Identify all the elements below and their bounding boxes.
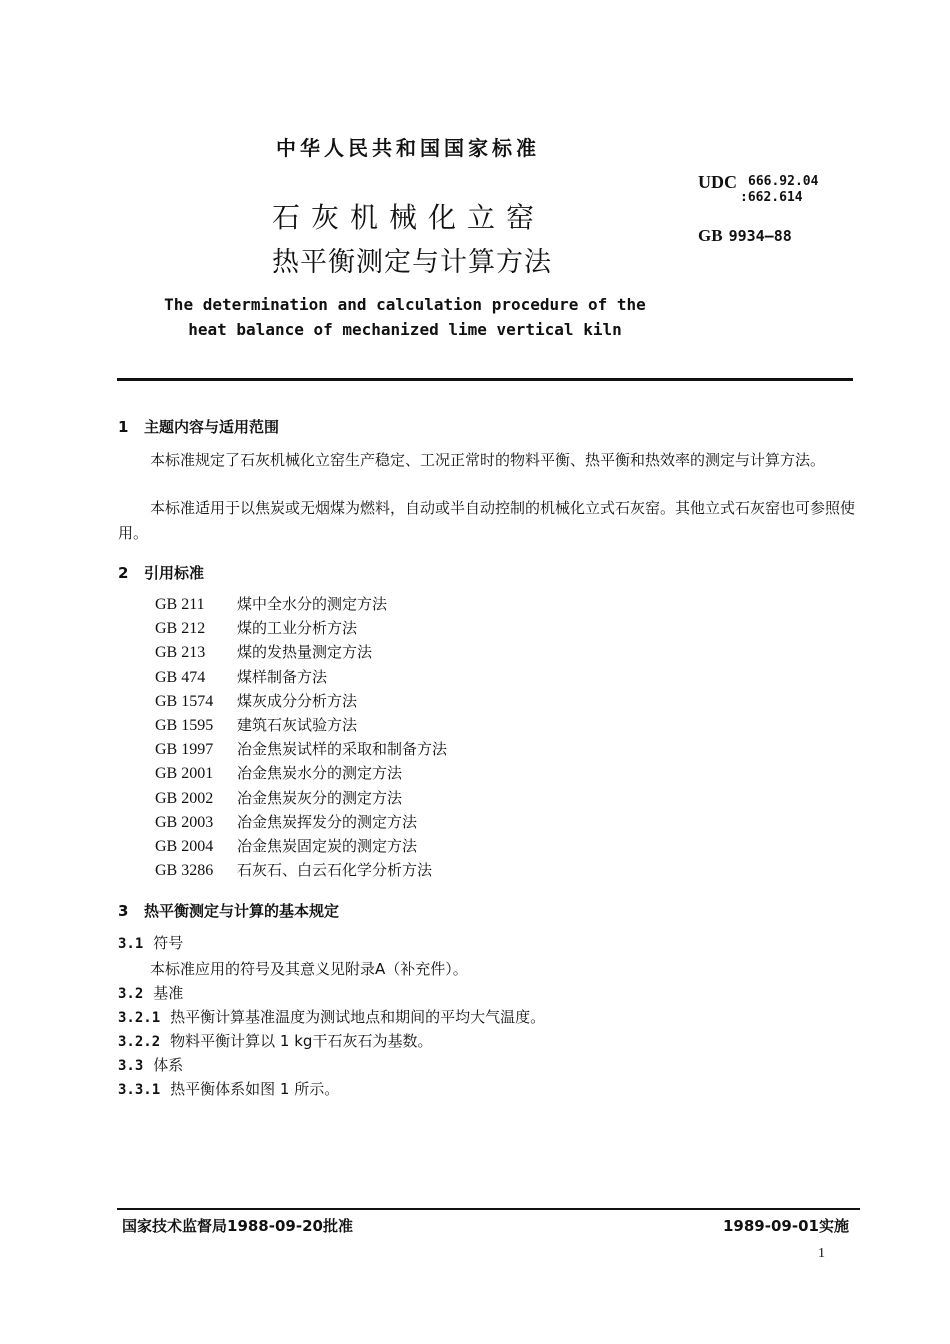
clause-3-1-text: 本标准应用的符号及其意义见附录A（补充件）。 [150, 960, 468, 978]
reference-code: GB 474 [155, 668, 206, 686]
reference-code: GB 1595 [155, 716, 214, 734]
reference-code: GB 1574 [155, 692, 214, 710]
title-en-line2: heat balance of mechanized lime vertical kiln [188, 320, 622, 339]
reference-code: GB 2002 [155, 789, 214, 807]
reference-name: 煤灰成分分析方法 [237, 691, 358, 710]
clause-3-2 [118, 982, 183, 1005]
reference-item [155, 616, 447, 640]
gb-code: 9934—88 [728, 227, 792, 245]
clause-text: 热平衡体系如图 1 所示。 [170, 1080, 340, 1098]
clause-3-1 [118, 932, 183, 955]
reference-item [155, 689, 447, 713]
clause-3-3-1 [118, 1078, 339, 1101]
reference-code: GB 2001 [155, 765, 214, 783]
title-zh-line2: 热平衡测定与计算方法 [272, 247, 552, 278]
clause-number: 3.2.1 [118, 1010, 161, 1026]
clause-3-2-1 [118, 1006, 545, 1029]
title-en-line1: The determination and calculation procedure of the [164, 295, 646, 314]
reference-name: 煤中全水分的测定方法 [237, 595, 388, 613]
section-number: 2 [118, 564, 129, 582]
reference-item [155, 786, 447, 810]
reference-name: 建筑石灰试验方法 [237, 715, 358, 734]
section-number: 3 [118, 902, 129, 920]
approval-date: 国家技术监督局1988-09-20批准 [122, 1217, 353, 1235]
section-title: 引用标准 [144, 564, 205, 582]
reference-code: GB 1997 [155, 741, 214, 759]
reference-name: 石灰石、白云石化学分析方法 [237, 861, 433, 880]
clause-number: 3.1 [118, 936, 144, 952]
reference-item [155, 737, 447, 761]
reference-item [155, 640, 447, 664]
reference-code: GB 212 [155, 620, 206, 638]
section-1-heading [118, 416, 279, 437]
udc-code-1: 666.92.04 [748, 174, 819, 189]
gb-number [698, 226, 792, 246]
section-3-heading [118, 900, 339, 921]
reference-name: 冶金焦炭挥发分的测定方法 [237, 812, 418, 831]
footer-divider [117, 1208, 860, 1210]
reference-code: GB 2003 [155, 813, 214, 831]
reference-name: 冶金焦炭水分的测定方法 [237, 764, 403, 783]
reference-item [155, 592, 447, 616]
reference-name: 煤样制备方法 [237, 667, 328, 686]
clause-text: 物料平衡计算以 1 kg干石灰石为基数。 [170, 1032, 433, 1050]
effective-date: 1989-09-01实施 [723, 1217, 849, 1235]
clause-number: 3.3 [118, 1058, 144, 1074]
udc-code-2: :662.614 [740, 190, 803, 205]
reference-item [155, 713, 447, 737]
section-title: 主题内容与适用范围 [144, 418, 280, 436]
gb-label: GB [698, 226, 723, 245]
reference-code: GB 2004 [155, 837, 214, 855]
reference-name: 煤的工业分析方法 [237, 619, 358, 638]
clause-3-3 [118, 1054, 183, 1077]
udc-label: UDC [698, 172, 737, 192]
clause-number: 3.2.2 [118, 1034, 161, 1050]
clause-title: 符号 [153, 934, 184, 952]
section-1-paragraph-2: 本标准适用于以焦炭或无烟煤为燃料，自动或半自动控制的机械化立式石灰窑。其他立式石灰窑也可参照使用。 [118, 499, 856, 542]
reference-code: GB 213 [155, 644, 206, 662]
reference-name: 冶金焦炭固定炭的测定方法 [237, 836, 418, 855]
reference-name: 冶金焦炭试样的采取和制备方法 [237, 740, 448, 759]
clause-number: 3.2 [118, 986, 144, 1002]
reference-item [155, 834, 447, 858]
clause-number: 3.3.1 [118, 1082, 161, 1098]
standard-type: 中华人民共和国国家标准 [276, 136, 540, 160]
section-title: 热平衡测定与计算的基本规定 [144, 902, 340, 920]
reference-list [155, 592, 447, 882]
header-divider [117, 378, 853, 381]
reference-name: 冶金焦炭灰分的测定方法 [237, 788, 403, 807]
clause-title: 体系 [153, 1056, 184, 1074]
title-zh-line1: 石灰机械化立窑 [272, 201, 546, 234]
section-1-paragraph-1: 本标准规定了石灰机械化立窑生产稳定、工况正常时的物料平衡、热平衡和热效率的测定与计算方法。 [150, 451, 826, 469]
reference-code: GB 3286 [155, 862, 214, 880]
section-2-heading [118, 562, 204, 583]
clause-text: 热平衡计算基准温度为测试地点和期间的平均大气温度。 [170, 1008, 546, 1026]
reference-item [155, 858, 447, 882]
section-number: 1 [118, 418, 129, 436]
reference-item [155, 761, 447, 785]
reference-code: GB 211 [155, 596, 205, 613]
clause-3-2-2 [118, 1030, 432, 1053]
reference-item [155, 810, 447, 834]
page-number: 1 [818, 1246, 825, 1261]
reference-name: 煤的发热量测定方法 [237, 643, 373, 662]
clause-title: 基准 [153, 984, 184, 1002]
reference-item [155, 665, 447, 689]
title-en [0, 292, 810, 342]
